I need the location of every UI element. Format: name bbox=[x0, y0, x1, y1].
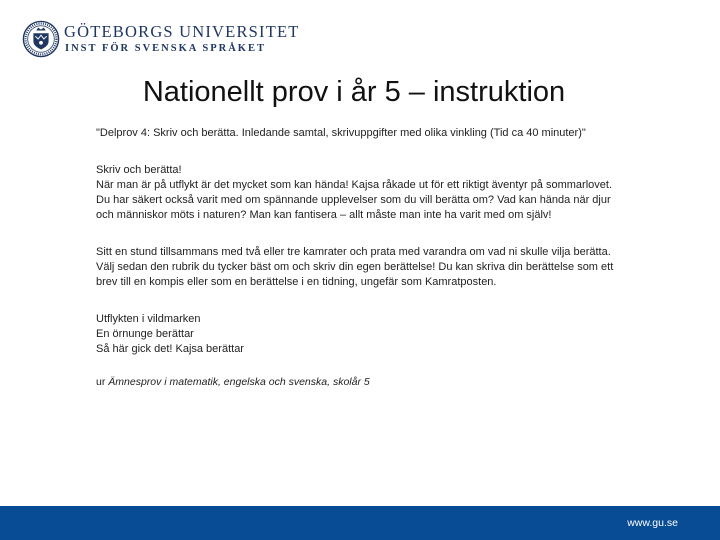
source-citation bbox=[96, 375, 626, 390]
institution-name: INST FÖR SVENSKA SPRÅKET bbox=[65, 43, 266, 54]
university-name: GÖTEBORGS UNIVERSITET bbox=[64, 22, 300, 41]
slide-content bbox=[96, 126, 626, 390]
title-option: Utflykten i vildmarken bbox=[96, 313, 201, 325]
title-option: En örnunge berättar bbox=[96, 328, 194, 340]
paragraph-body: När man är på utflykt är det mycket som kan hända! Kajsa råkade ut för ett riktigt äventyr på sommarlovet. Du har säkert också varit med om spännande upplevelser som du vill berätta om? Vad kan hända när djur och människor möts i naturen? Man kan fantisera – allt måste man inte ha varit med om själv! bbox=[96, 179, 613, 221]
source-title: Ämnesprov i matematik, engelska och svenska, skolår 5 bbox=[108, 376, 370, 388]
paragraph-instructions: Sitt en stund tillsammans med två eller tre kamrater och prata med varandra om vad ni skulle vilja berätta. Välj sedan den rubrik du tycker bäst om och skriv din egen berättelse! Du kan skriva din berättelse som ett brev till en kompis eller som en berättelse i en tidning, ungefär som Kamratposten. bbox=[96, 246, 614, 288]
paragraph-heading: Skriv och berätta! bbox=[96, 164, 182, 176]
footer-url[interactable]: www.gu.se bbox=[627, 517, 678, 529]
intro-quote: "Delprov 4: Skriv och berätta. Inledande samtal, skrivuppgifter med olika vinkling (Tid ca 40 minuter)" bbox=[96, 127, 586, 139]
title-option: Så här gick det! Kajsa berättar bbox=[96, 343, 244, 355]
footer-bar bbox=[0, 506, 720, 540]
slide-title: Nationellt prov i år 5 – instruktion bbox=[142, 76, 566, 108]
source-prefix: ur bbox=[96, 376, 109, 388]
paragraph-skriv bbox=[96, 163, 626, 223]
university-seal-icon bbox=[22, 20, 60, 58]
title-options bbox=[96, 312, 626, 357]
